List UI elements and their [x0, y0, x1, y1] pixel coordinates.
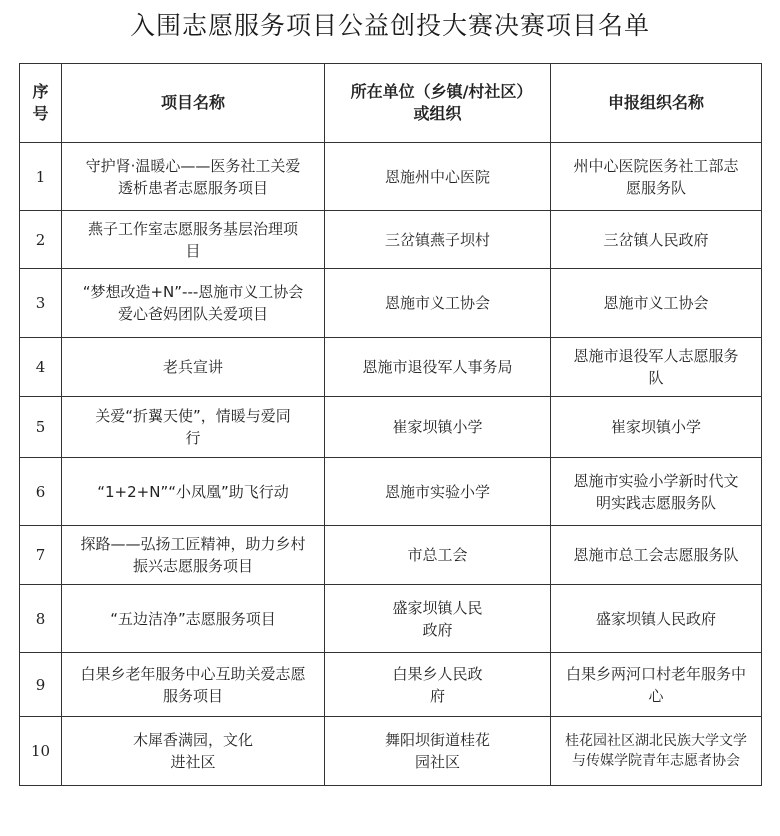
cell-unit: 盛家坝镇人民政府	[325, 585, 551, 653]
cell-org: 恩施市义工协会	[551, 269, 762, 338]
cell-unit: 恩施市退役军人事务局	[325, 338, 551, 397]
cell-project: 燕子工作室志愿服务基层治理项目	[62, 211, 325, 269]
cell-org: 盛家坝镇人民政府	[551, 585, 762, 653]
table-row	[20, 338, 762, 397]
cell-serial: 3	[20, 269, 62, 338]
cell-org: 恩施市退役军人志愿服务队	[551, 338, 762, 397]
table-row	[20, 653, 762, 717]
cell-unit: 恩施州中心医院	[325, 143, 551, 211]
header-serial: 序号	[20, 64, 62, 143]
cell-unit: 恩施市义工协会	[325, 269, 551, 338]
cell-serial: 8	[20, 585, 62, 653]
cell-org: 桂花园社区湖北民族大学文学与传媒学院青年志愿者协会	[551, 717, 762, 786]
header-project-name: 项目名称	[62, 64, 325, 143]
cell-serial: 9	[20, 653, 62, 717]
cell-project: 关爱“折翼天使”，情暖与爱同行	[62, 397, 325, 458]
cell-unit: 市总工会	[325, 526, 551, 585]
cell-unit: 舞阳坝街道桂花园社区	[325, 717, 551, 786]
cell-serial: 5	[20, 397, 62, 458]
table-row	[20, 458, 762, 526]
cell-project: “梦想改造+N”---恩施市义工协会爱心爸妈团队关爱项目	[62, 269, 325, 338]
cell-org: 恩施市实验小学新时代文明实践志愿服务队	[551, 458, 762, 526]
cell-org: 崔家坝镇小学	[551, 397, 762, 458]
cell-serial: 2	[20, 211, 62, 269]
cell-serial: 4	[20, 338, 62, 397]
cell-serial: 10	[20, 717, 62, 786]
cell-unit: 白果乡人民政府	[325, 653, 551, 717]
table-header-row	[20, 64, 762, 143]
cell-project: 探路——弘扬工匠精神，助力乡村振兴志愿服务项目	[62, 526, 325, 585]
header-org: 申报组织名称	[551, 64, 762, 143]
table-row	[20, 526, 762, 585]
cell-project: 白果乡老年服务中心互助关爱志愿服务项目	[62, 653, 325, 717]
table-row	[20, 211, 762, 269]
cell-project: “五边洁净”志愿服务项目	[62, 585, 325, 653]
table-row	[20, 143, 762, 211]
cell-project: 木犀香满园，文化进社区	[62, 717, 325, 786]
cell-serial: 7	[20, 526, 62, 585]
table-row	[20, 397, 762, 458]
table-row	[20, 717, 762, 786]
cell-project: 老兵宣讲	[62, 338, 325, 397]
cell-org: 三岔镇人民政府	[551, 211, 762, 269]
page-title: 入围志愿服务项目公益创投大赛决赛项目名单	[129, 11, 650, 40]
cell-org: 恩施市总工会志愿服务队	[551, 526, 762, 585]
cell-unit: 恩施市实验小学	[325, 458, 551, 526]
cell-serial: 6	[20, 458, 62, 526]
table-row	[20, 269, 762, 338]
cell-org: 白果乡两河口村老年服务中心	[551, 653, 762, 717]
cell-unit: 三岔镇燕子坝村	[325, 211, 551, 269]
header-unit: 所在单位（乡镇/村社区）或组织	[325, 64, 551, 143]
cell-project: “1+2+N”“小凤凰”助飞行动	[62, 458, 325, 526]
cell-unit: 崔家坝镇小学	[325, 397, 551, 458]
finalist-table	[19, 63, 762, 786]
cell-serial: 1	[20, 143, 62, 211]
cell-org: 州中心医院医务社工部志愿服务队	[551, 143, 762, 211]
cell-project: 守护肾·温暖心——医务社工关爱透析患者志愿服务项目	[62, 143, 325, 211]
table-row	[20, 585, 762, 653]
